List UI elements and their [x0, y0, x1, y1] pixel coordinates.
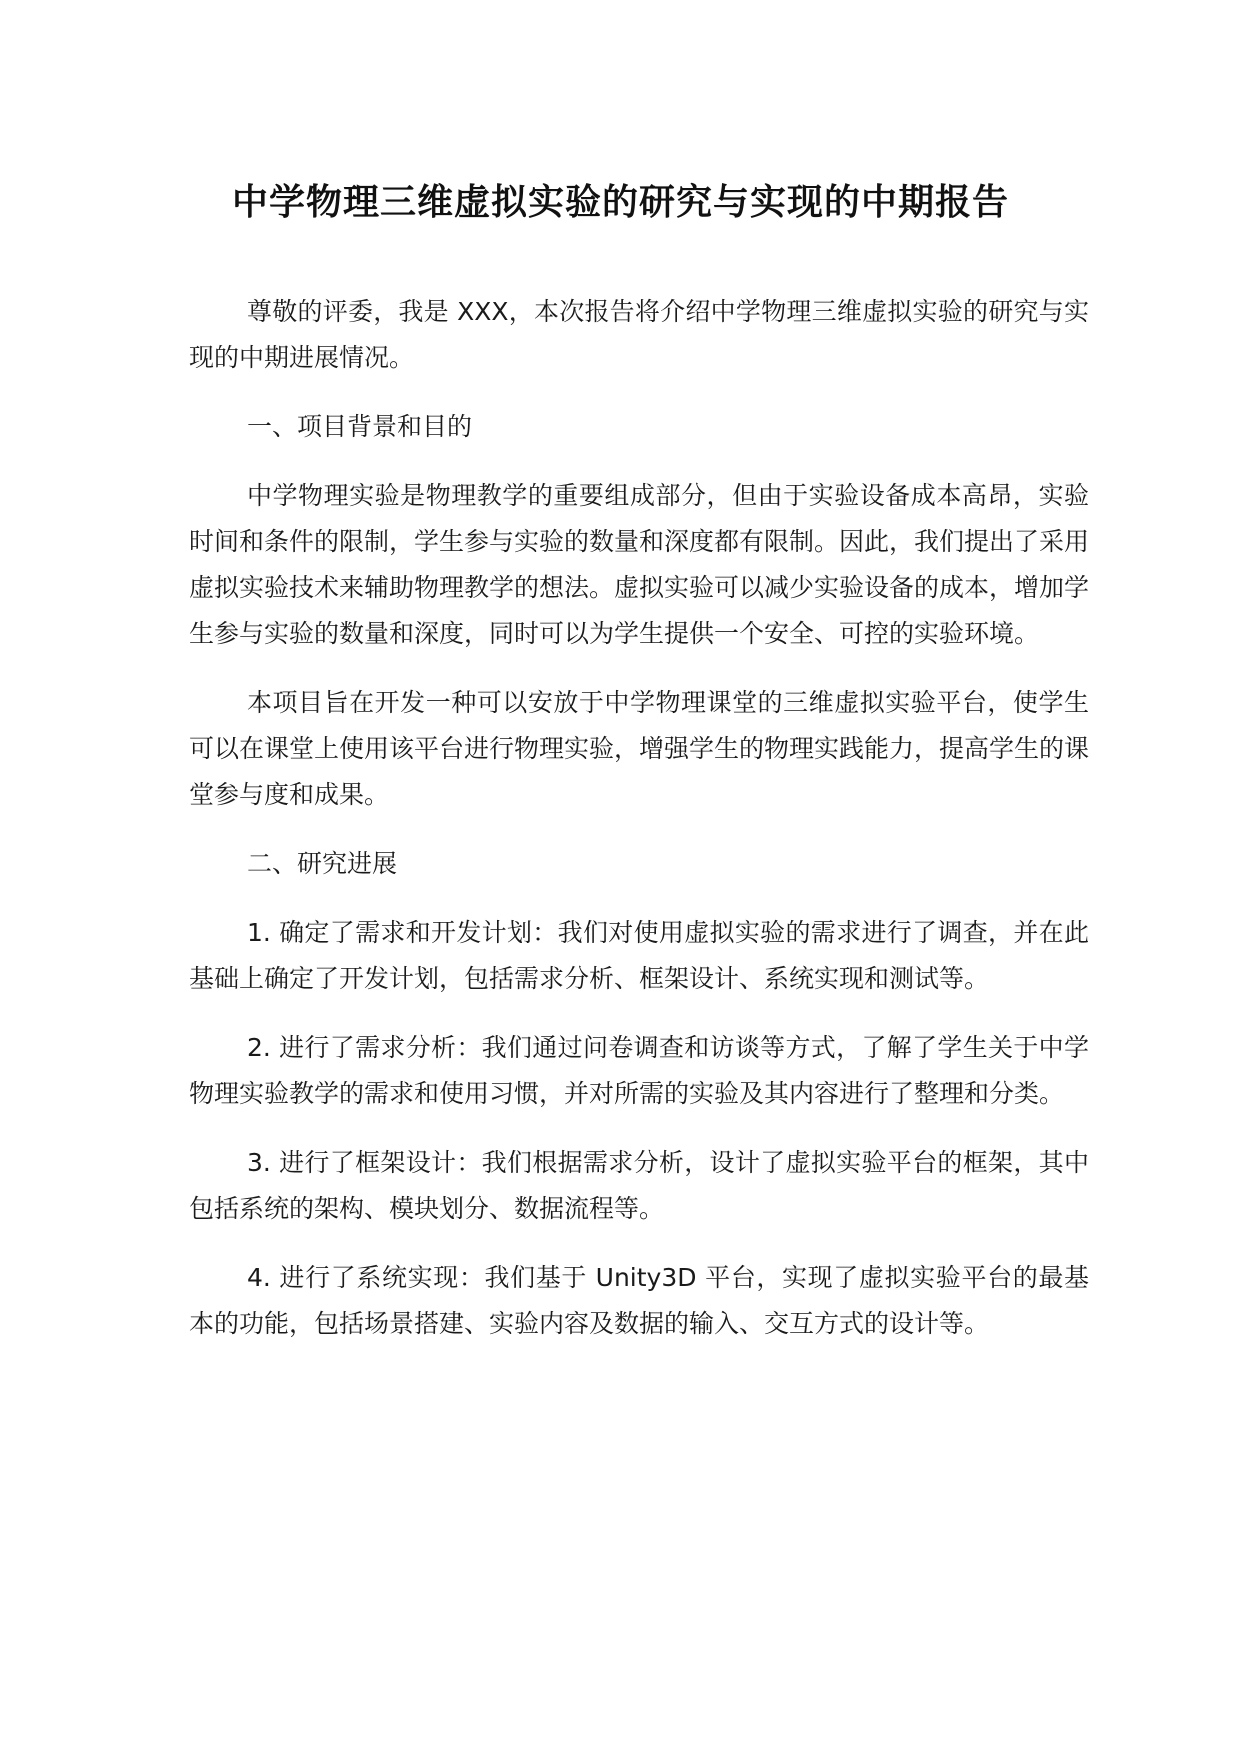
- progress-item-4: 4. 进行了系统实现：我们基于 Unity3D 平台，实现了虚拟实验平台的最基本的功能，包括场景搭建、实验内容及数据的输入、交互方式的设计等。: [189, 1263, 1089, 1338]
- paragraph-goal: 本项目旨在开发一种可以安放于中学物理课堂的三维虚拟实验平台，使学生可以在课堂上使用该平台进行物理实验，增强学生的物理实践能力，提高学生的课堂参与度和成果。: [189, 688, 1090, 809]
- progress-item-1: 1. 确定了需求和开发计划：我们对使用虚拟实验的需求进行了调查，并在此基础上确定了开发计划，包括需求分析、框架设计、系统实现和测试等。: [189, 918, 1089, 993]
- section-heading-background: 一、项目背景和目的: [247, 412, 473, 441]
- progress-item-3: 3. 进行了框架设计：我们根据需求分析，设计了虚拟实验平台的框架，其中包括系统的架构、模块划分、数据流程等。: [189, 1148, 1089, 1223]
- paragraph-intro: 尊敬的评委，我是 XXX，本次报告将介绍中学物理三维虚拟实验的研究与实现的中期进展情况。: [189, 297, 1089, 372]
- section-heading-progress: 二、研究进展: [247, 849, 398, 878]
- progress-item-2: 2. 进行了需求分析：我们通过问卷调查和访谈等方式，了解了学生关于中学物理实验教学的需求和使用习惯，并对所需的实验及其内容进行了整理和分类。: [189, 1033, 1089, 1108]
- document-body: [189, 289, 1089, 1370]
- document-title: 中学物理三维虚拟实验的研究与实现的中期报告: [231, 182, 1009, 223]
- paragraph-background: 中学物理实验是物理教学的重要组成部分，但由于实验设备成本高昂，实验时间和条件的限制，学生参与实验的数量和深度都有限制。因此，我们提出了采用虚拟实验技术来辅助物理教学的想法。虚拟实验可以减少实验设备的成本，增加学生参与实验的数量和深度，同时可以为学生提供一个安全、可控的实验环境。: [189, 481, 1090, 648]
